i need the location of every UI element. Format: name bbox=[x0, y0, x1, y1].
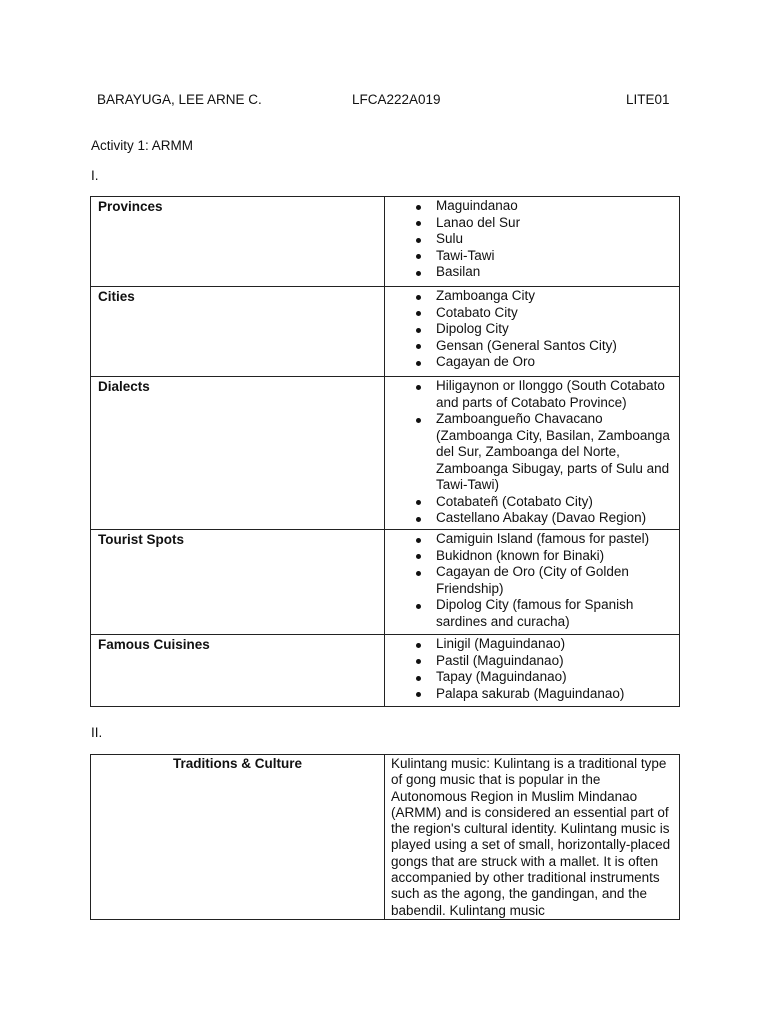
table-row bbox=[91, 755, 680, 920]
section-2-label: II. bbox=[91, 725, 103, 740]
category-label: Dialects bbox=[91, 377, 385, 530]
list-item: Lanao del Sur bbox=[436, 215, 679, 232]
category-label: Famous Cuisines bbox=[91, 635, 385, 707]
list-item: Palapa sakurab (Maguindanao) bbox=[436, 686, 679, 703]
list-item: Hiligaynon or Ilonggo (South Cotabato and parts of Cotabato Province) bbox=[436, 378, 679, 411]
list-item: Pastil (Maguindanao) bbox=[436, 653, 679, 670]
category-label: Provinces bbox=[91, 197, 385, 287]
list-item: Dipolog City (famous for Spanish sardines and curacha) bbox=[436, 597, 679, 630]
list-item: Maguindanao bbox=[436, 198, 679, 215]
traditions-description: Kulintang music: Kulintang is a traditional type of gong music that is popular in the Autonomous Region in Muslim Mindanao (ARMM) and is considered an essential part of the region's cultural identity. Kulintang music is played using a set of small, horizontally-placed gongs that are struck with a mallet. It is often accompanied by other traditional instruments such as the agong, the gandingan, and the babendil. Kulintang music bbox=[391, 756, 671, 918]
tourist-spots-list bbox=[385, 531, 679, 630]
course-code: LITE01 bbox=[626, 92, 670, 107]
list-item: Dipolog City bbox=[436, 321, 679, 338]
armm-info-table bbox=[90, 196, 680, 707]
list-item: Gensan (General Santos City) bbox=[436, 338, 679, 355]
traditions-table bbox=[90, 754, 680, 920]
list-item: Zamboangueño Chavacano (Zamboanga City, Basilan, Zamboanga del Sur, Zamboanga del Norte, Zamboanga Sibugay, parts of Sulu and Tawi-Tawi) bbox=[436, 411, 679, 494]
student-name: BARAYUGA, LEE ARNE C. bbox=[97, 92, 262, 107]
list-item: Cagayan de Oro bbox=[436, 354, 679, 371]
cuisines-list bbox=[385, 636, 679, 702]
list-item: Basilan bbox=[436, 264, 679, 281]
list-item: Tapay (Maguindanao) bbox=[436, 669, 679, 686]
list-item: Zamboanga City bbox=[436, 288, 679, 305]
provinces-list bbox=[385, 198, 679, 281]
table-row bbox=[91, 377, 680, 530]
traditions-heading: Traditions & Culture bbox=[91, 755, 385, 920]
list-item: Camiguin Island (famous for pastel) bbox=[436, 531, 679, 548]
list-item: Cagayan de Oro (City of Golden Friendship) bbox=[436, 564, 679, 597]
list-item: Cotabato City bbox=[436, 305, 679, 322]
category-label: Tourist Spots bbox=[91, 530, 385, 635]
list-item: Sulu bbox=[436, 231, 679, 248]
dialects-list bbox=[385, 378, 679, 527]
table-row bbox=[91, 530, 680, 635]
list-item: Cotabateñ (Cotabato City) bbox=[436, 494, 679, 511]
list-item: Linigil (Maguindanao) bbox=[436, 636, 679, 653]
activity-title: Activity 1: ARMM bbox=[91, 138, 194, 153]
table-row bbox=[91, 635, 680, 707]
student-code: LFCA222A019 bbox=[352, 92, 441, 107]
table-row bbox=[91, 287, 680, 377]
cities-list bbox=[385, 288, 679, 371]
table-row bbox=[91, 197, 680, 287]
list-item: Castellano Abakay (Davao Region) bbox=[436, 510, 679, 527]
list-item: Tawi-Tawi bbox=[436, 248, 679, 265]
section-1-label: I. bbox=[91, 168, 99, 183]
list-item: Bukidnon (known for Binaki) bbox=[436, 548, 679, 565]
category-label: Cities bbox=[91, 287, 385, 377]
